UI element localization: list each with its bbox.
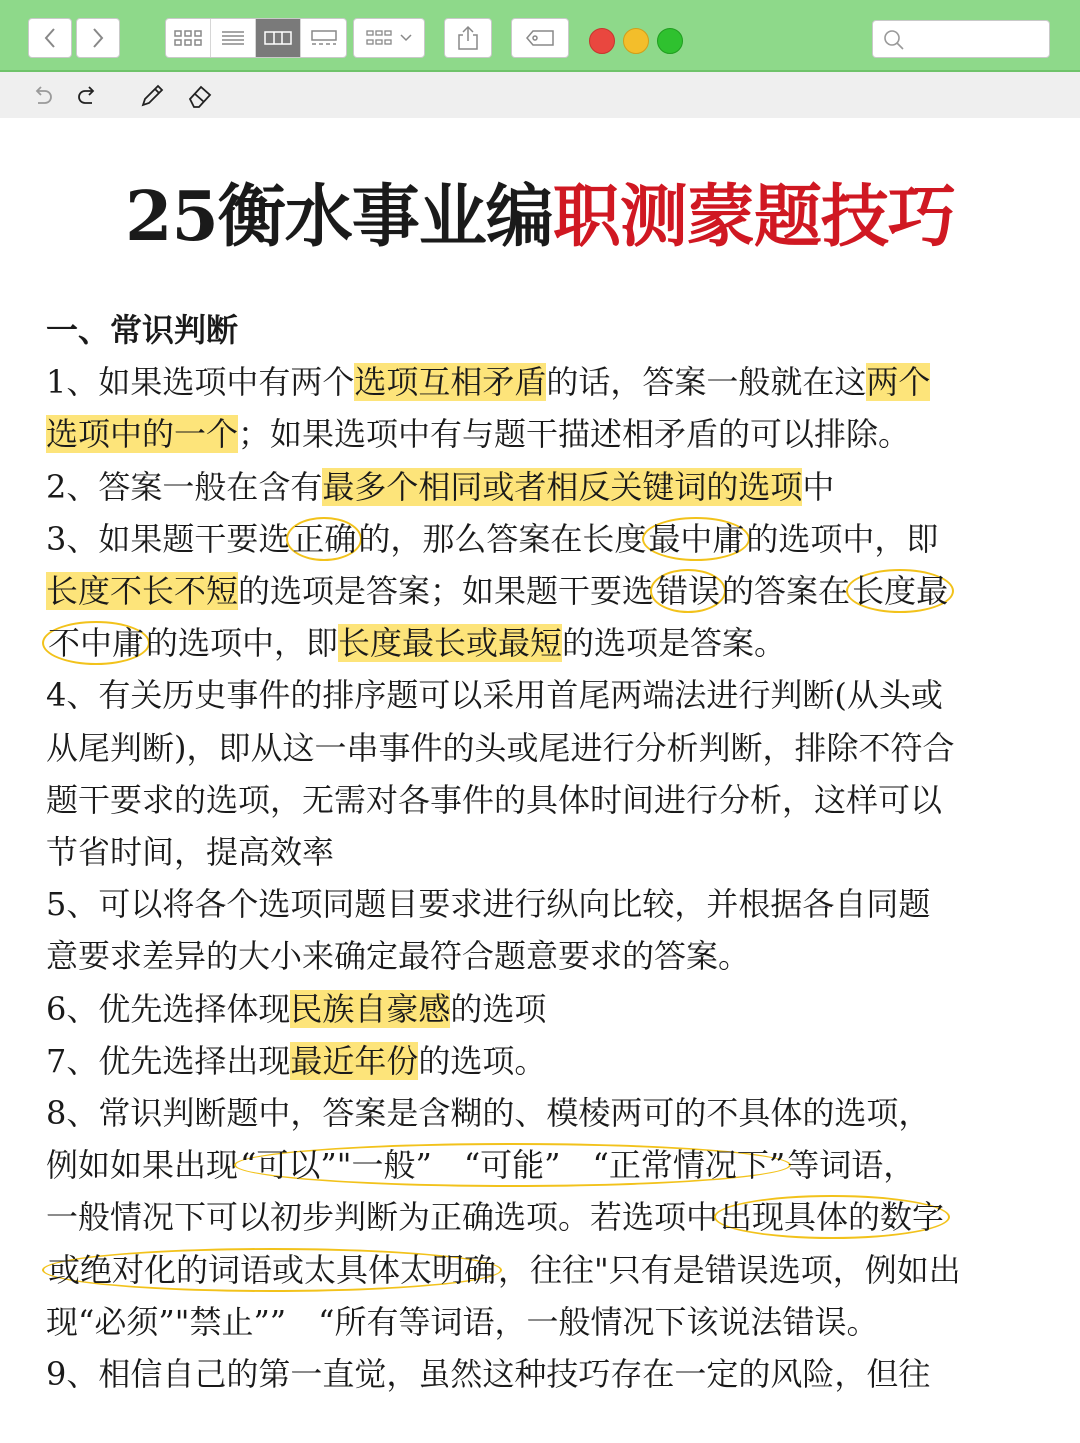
item-3-line-3 [46, 617, 1042, 669]
circled-text: 不中庸 [42, 621, 150, 665]
text-run: 的，那么答案在长度 [358, 519, 647, 558]
pencil-icon [139, 83, 165, 109]
document-body [46, 304, 1042, 1400]
text-run: 的选项 [450, 989, 547, 1028]
item-5-line-1: 5、可以将各个选项同题目要求进行纵向比较，并根据各自同题 [46, 885, 931, 924]
pencil-tool-button[interactable] [138, 82, 166, 110]
text-run: ；如果选项中有与题干描述相矛盾的可以排除。 [238, 415, 911, 454]
text-run: ，往往"只有是错误选项，例如出 [498, 1250, 961, 1289]
item-8-line-1: 8、常识判断题中，答案是含糊的、模棱两可的不具体的选项， [46, 1094, 931, 1133]
text-run: 6、优先选择体现 [46, 989, 291, 1028]
chevron-right-icon [91, 27, 105, 49]
columns-icon [263, 28, 293, 48]
section-heading: 一、常识判断 [46, 311, 239, 349]
text-run: 7、优先选择出现 [46, 1041, 291, 1080]
redo-icon [76, 85, 100, 107]
title-red-part: 职测蒙题技巧 [552, 177, 955, 257]
text-run: 例如如果出现 [46, 1146, 239, 1185]
eraser-tool-button[interactable] [186, 82, 214, 110]
minimize-window-button[interactable] [623, 28, 649, 54]
item-8-line-4 [46, 1244, 1042, 1296]
item-1-line-1 [46, 356, 1042, 408]
share-button[interactable] [444, 18, 492, 58]
circled-text: 或绝对化的词语或太具体太明确 [42, 1248, 502, 1292]
text-run: 的话，答案一般就在这 [546, 363, 867, 402]
text-run: 等词语， [787, 1146, 916, 1185]
forward-button[interactable] [76, 18, 120, 58]
item-8-line-5: 现“必须”"禁止”” “所有等词语，一般情况下该说法错误。 [46, 1302, 879, 1341]
text-run: 的选项。 [418, 1041, 547, 1080]
eraser-icon [187, 83, 213, 109]
item-9-line-1: 9、相信自己的第一直觉，虽然这种技巧存在一定的风险，但往 [46, 1355, 931, 1394]
undo-button[interactable] [28, 82, 56, 110]
grid-icon [173, 28, 203, 48]
highlight: 长度最长或最短 [338, 624, 563, 663]
zoom-window-button[interactable] [657, 28, 683, 54]
item-8-line-3 [46, 1191, 1042, 1243]
close-window-button[interactable] [589, 28, 615, 54]
text-run: 的答案在 [722, 572, 851, 611]
circled-text: 最中庸 [642, 517, 750, 561]
item-4-line-1: 4、有关历史事件的排序题可以采用首尾两端法进行判断(从头或 [46, 676, 943, 715]
group-by-dropdown[interactable] [353, 18, 425, 58]
edit-toolbar [0, 72, 1080, 118]
redo-button[interactable] [74, 82, 102, 110]
circled-text: 正确 [286, 517, 362, 561]
search-input[interactable] [909, 25, 1043, 55]
chevron-down-icon [399, 33, 413, 43]
item-8-line-2 [46, 1139, 1042, 1191]
text-run: 2、答案一般在含有 [46, 467, 323, 506]
item-4-line-4: 节省时间，提高效率 [46, 833, 335, 872]
undo-icon [30, 85, 54, 107]
gallery-icon [309, 28, 339, 48]
document-title [0, 172, 1080, 262]
view-mode-segmented-control [165, 18, 347, 58]
title-black-part: 25衡水事业编 [125, 177, 553, 257]
text-run: 一般情况下可以初步判断为正确选项。若选项中 [46, 1198, 719, 1237]
back-button[interactable] [28, 18, 72, 58]
list-icon [220, 28, 246, 48]
item-5-line-2: 意要求差异的大小来确定最符合题意要求的答案。 [46, 937, 751, 976]
list-view-button[interactable] [211, 19, 256, 57]
top-toolbar [0, 0, 1080, 72]
group-grid-icon [365, 28, 393, 48]
highlight: 长度不长不短 [46, 572, 239, 611]
grid-view-button[interactable] [166, 19, 211, 57]
item-6-line-1 [46, 983, 1042, 1035]
text-run: 的选项是答案；如果题干要选 [238, 572, 655, 611]
circled-text: 出现具体的数字 [714, 1195, 950, 1239]
item-1-line-2 [46, 408, 1042, 460]
text-run: 的选项中，即 [746, 519, 939, 558]
share-icon [457, 25, 479, 51]
highlight: 最近年份 [290, 1041, 419, 1080]
item-2-line-1 [46, 461, 1042, 513]
highlight: 两个 [866, 363, 931, 402]
column-view-button[interactable] [256, 19, 301, 57]
circled-text: 长度最 [846, 569, 954, 613]
circled-text: 错误 [650, 569, 726, 613]
text-run: 1、如果选项中有两个 [46, 363, 355, 402]
chevron-left-icon [43, 27, 57, 49]
item-4-line-2: 从尾判断)，即从这一串事件的头或尾进行分析判断，排除不符合 [46, 728, 955, 767]
tag-button[interactable] [511, 18, 569, 58]
text-run: 3、如果题干要选 [46, 519, 291, 558]
highlight: 民族自豪感 [290, 989, 451, 1028]
item-4-line-3: 题干要求的选项，无需对各事件的具体时间进行分析，这样可以 [46, 780, 943, 819]
text-run: 的选项中，即 [146, 624, 339, 663]
highlight: 最多个相同或者相反关键词的选项 [322, 467, 803, 506]
search-field[interactable] [872, 20, 1050, 58]
item-7-line-1 [46, 1035, 1042, 1087]
search-icon [883, 29, 905, 51]
circled-text: “可以”"一般” “可能” “正常情况下” [234, 1143, 791, 1187]
highlight: 选项中的一个 [46, 415, 239, 454]
item-3-line-2 [46, 565, 1042, 617]
gallery-view-button[interactable] [301, 19, 346, 57]
text-run: 的选项是答案。 [562, 624, 787, 663]
tag-icon [525, 29, 555, 47]
text-run: 中 [802, 467, 835, 506]
highlight: 选项互相矛盾 [354, 363, 547, 402]
item-3-line-1 [46, 513, 1042, 565]
